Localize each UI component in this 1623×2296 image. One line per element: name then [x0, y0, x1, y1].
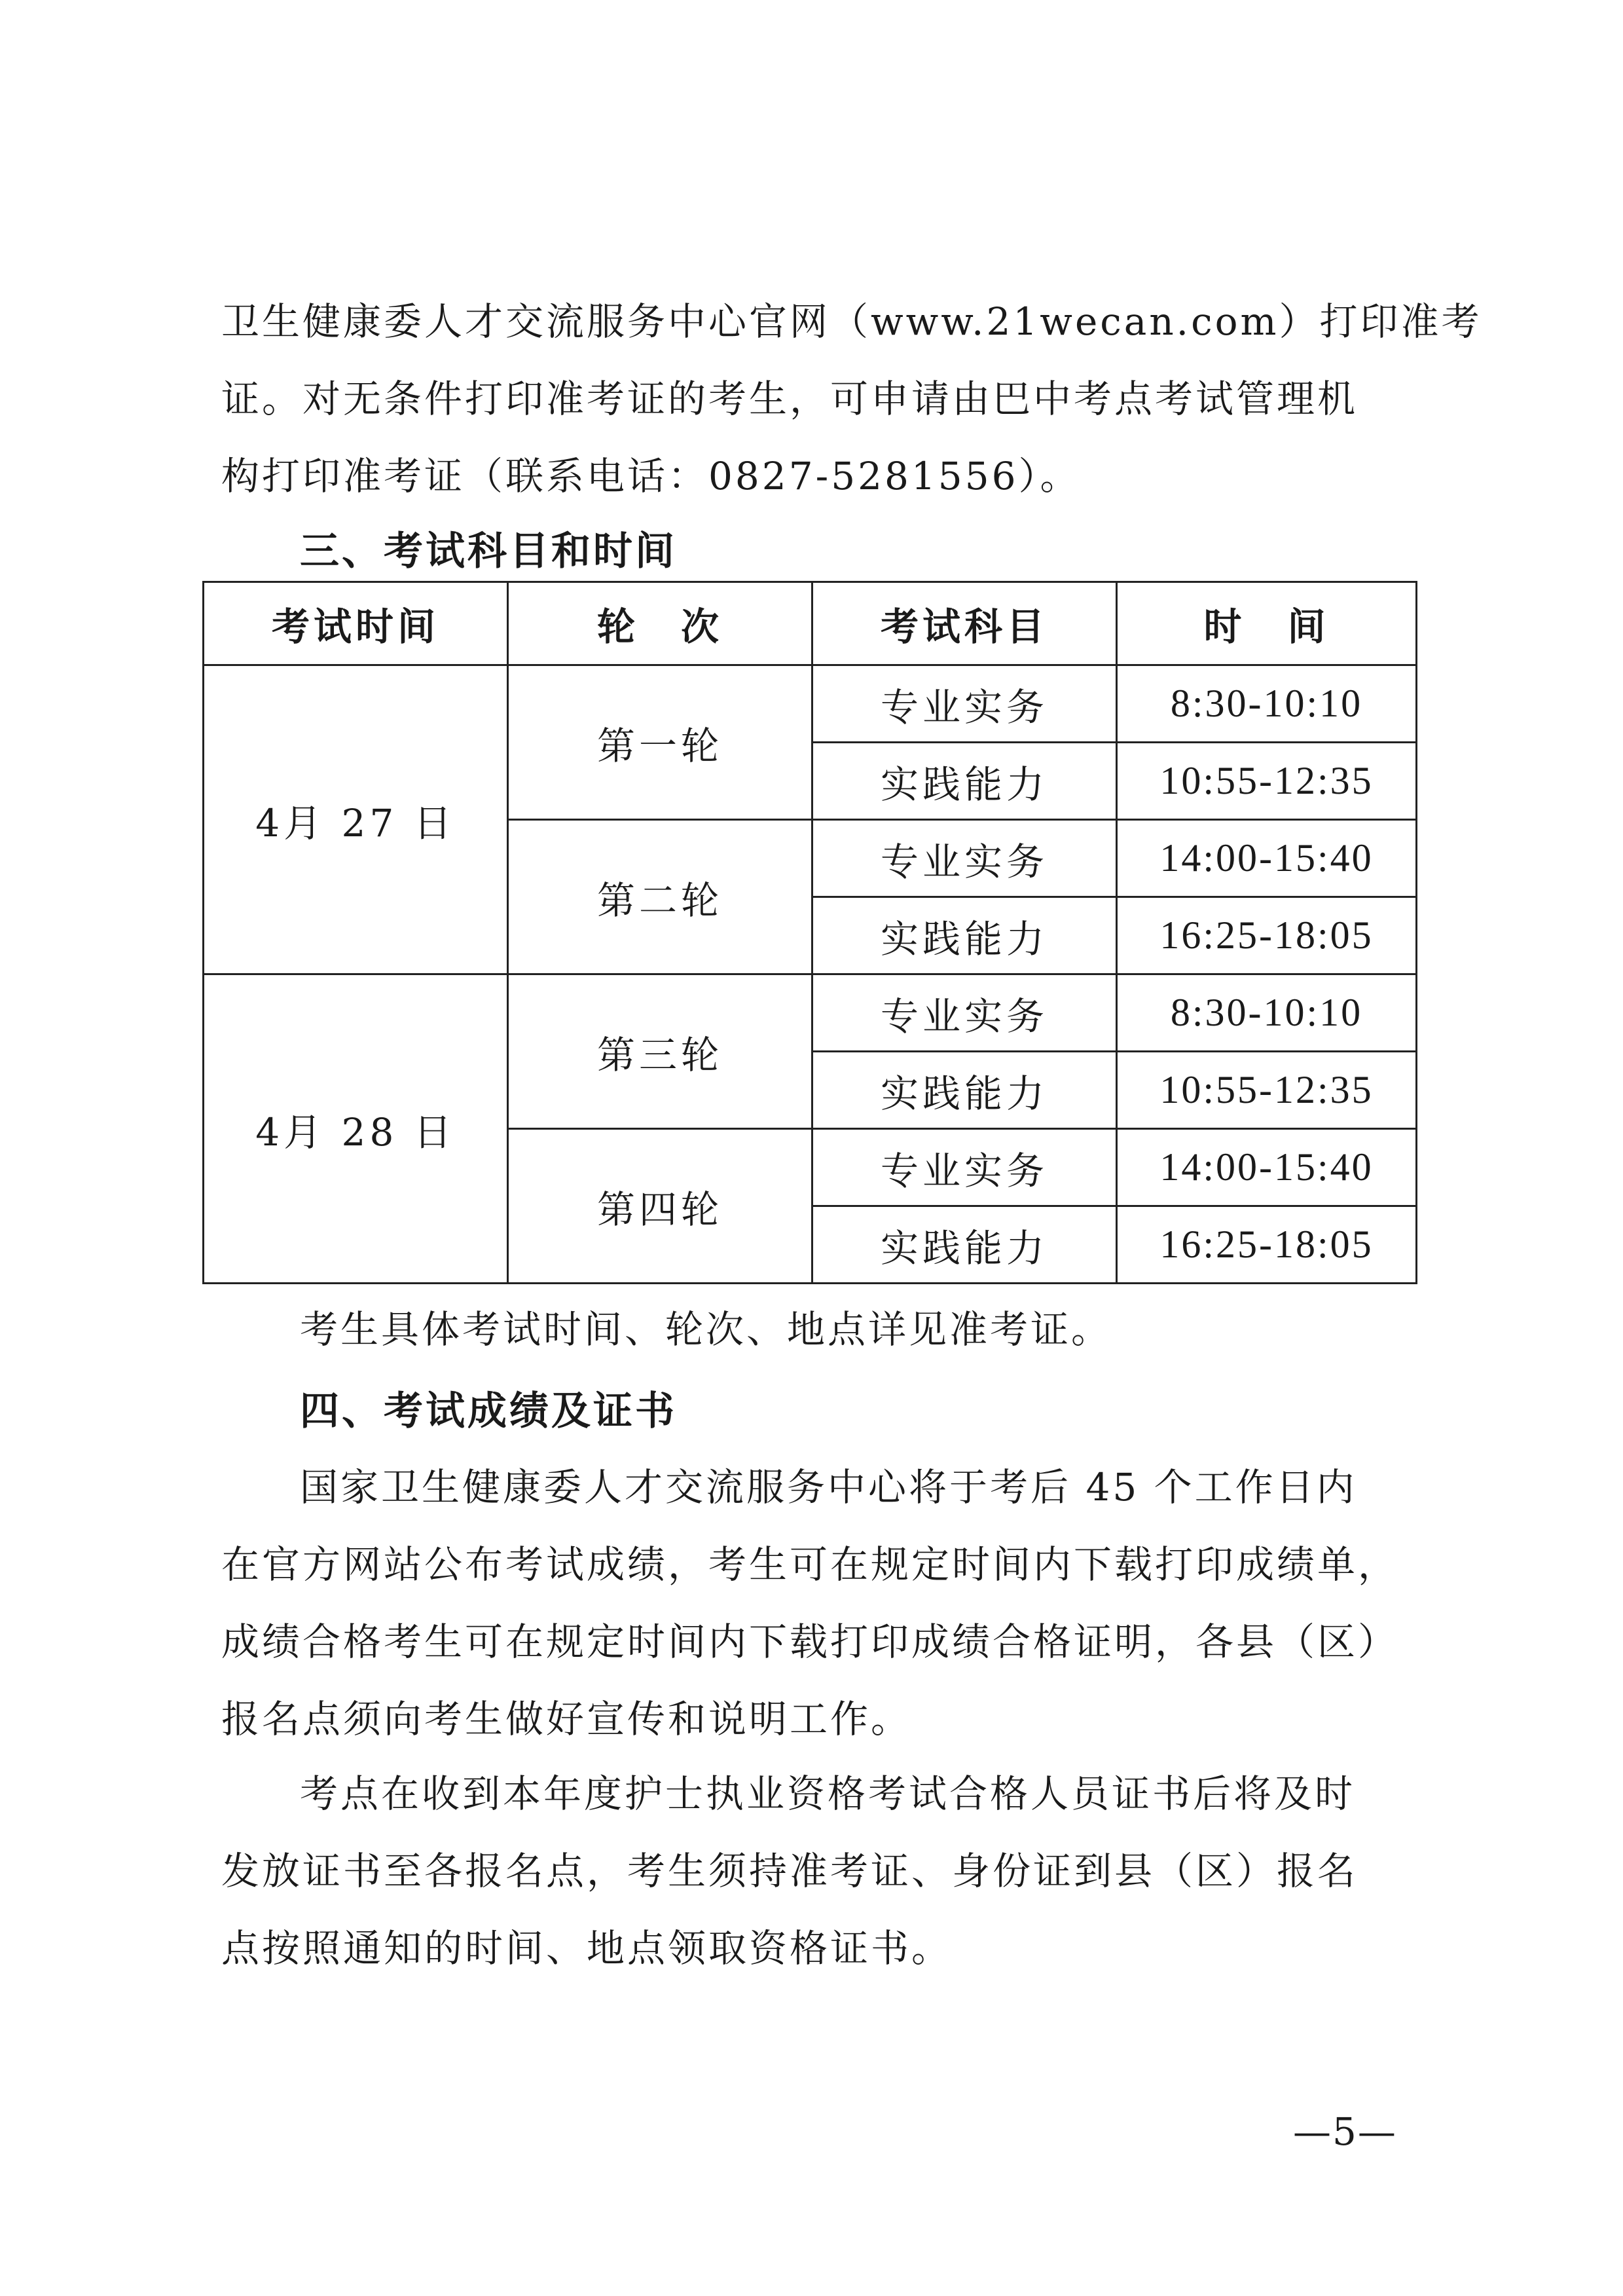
subject-cell: 专业实务 — [812, 665, 1117, 743]
intro-line-2: 证。对无条件打印准考证的考生，可申请由巴中考点考试管理机 — [221, 377, 1359, 421]
time-cell: 10:55-12:35 — [1117, 743, 1417, 820]
time-cell: 14:00-15:40 — [1117, 820, 1417, 897]
certificate-line-3: 点按照通知的时间、地点领取资格证书。 — [221, 1926, 953, 1971]
table-row — [204, 665, 1417, 743]
certificate-paragraph — [221, 1755, 1400, 1987]
header-exam-date: 考试时间 — [204, 582, 508, 665]
subject-cell: 实践能力 — [812, 743, 1117, 820]
results-line-4: 报名点须向考生做好宣传和说明工作。 — [221, 1697, 912, 1741]
table-row — [204, 974, 1417, 1052]
schedule-note: 考生具体考试时间、轮次、地点详见准考证。 — [300, 1307, 1112, 1352]
header-time: 时 间 — [1117, 582, 1417, 665]
intro-paragraph — [221, 283, 1482, 515]
round-cell: 第四轮 — [508, 1129, 812, 1284]
results-line-3: 成绩合格考生可在规定时间内下载打印成绩合格证明，各县（区） — [221, 1620, 1399, 1664]
subject-cell: 实践能力 — [812, 1206, 1117, 1284]
round-cell: 第三轮 — [508, 974, 812, 1129]
subject-cell: 实践能力 — [812, 897, 1117, 974]
page-number: —5— — [1293, 2109, 1397, 2154]
certificate-line-2: 发放证书至各报名点，考生须持准考证、身份证到县（区）报名 — [221, 1849, 1359, 1893]
time-cell: 10:55-12:35 — [1117, 1052, 1417, 1129]
round-cell: 第一轮 — [508, 665, 812, 820]
results-paragraph — [221, 1449, 1400, 1758]
intro-line-3: 构打印准考证（联系电话：0827-5281556）。 — [221, 454, 1081, 498]
time-cell: 8:30-10:10 — [1117, 974, 1417, 1052]
time-cell: 8:30-10:10 — [1117, 665, 1417, 743]
intro-line-1: 卫生健康委人才交流服务中心官网（www.21wecan.com）打印准考 — [221, 299, 1482, 344]
time-cell: 16:25-18:05 — [1117, 897, 1417, 974]
time-cell: 16:25-18:05 — [1117, 1206, 1417, 1284]
date-cell: 4月 28 日 — [204, 974, 508, 1284]
subject-cell: 专业实务 — [812, 820, 1117, 897]
header-round: 轮 次 — [508, 582, 812, 665]
subject-cell: 实践能力 — [812, 1052, 1117, 1129]
section-3-heading: 三、考试科目和时间 — [300, 528, 677, 574]
section-4-heading: 四、考试成绩及证书 — [300, 1388, 677, 1434]
date-cell: 4月 27 日 — [204, 665, 508, 974]
table-header-row — [204, 582, 1417, 665]
header-subject: 考试科目 — [812, 582, 1117, 665]
results-line-2: 在官方网站公布考试成绩，考生可在规定时间内下载打印成绩单， — [221, 1542, 1399, 1587]
subject-cell: 专业实务 — [812, 1129, 1117, 1206]
exam-schedule-table — [202, 581, 1417, 1284]
subject-cell: 专业实务 — [812, 974, 1117, 1052]
time-cell: 14:00-15:40 — [1117, 1129, 1417, 1206]
round-cell: 第二轮 — [508, 820, 812, 974]
results-line-1: 国家卫生健康委人才交流服务中心将于考后 45 个工作日内 — [300, 1465, 1357, 1509]
certificate-line-1: 考点在收到本年度护士执业资格考试合格人员证书后将及时 — [300, 1771, 1356, 1816]
